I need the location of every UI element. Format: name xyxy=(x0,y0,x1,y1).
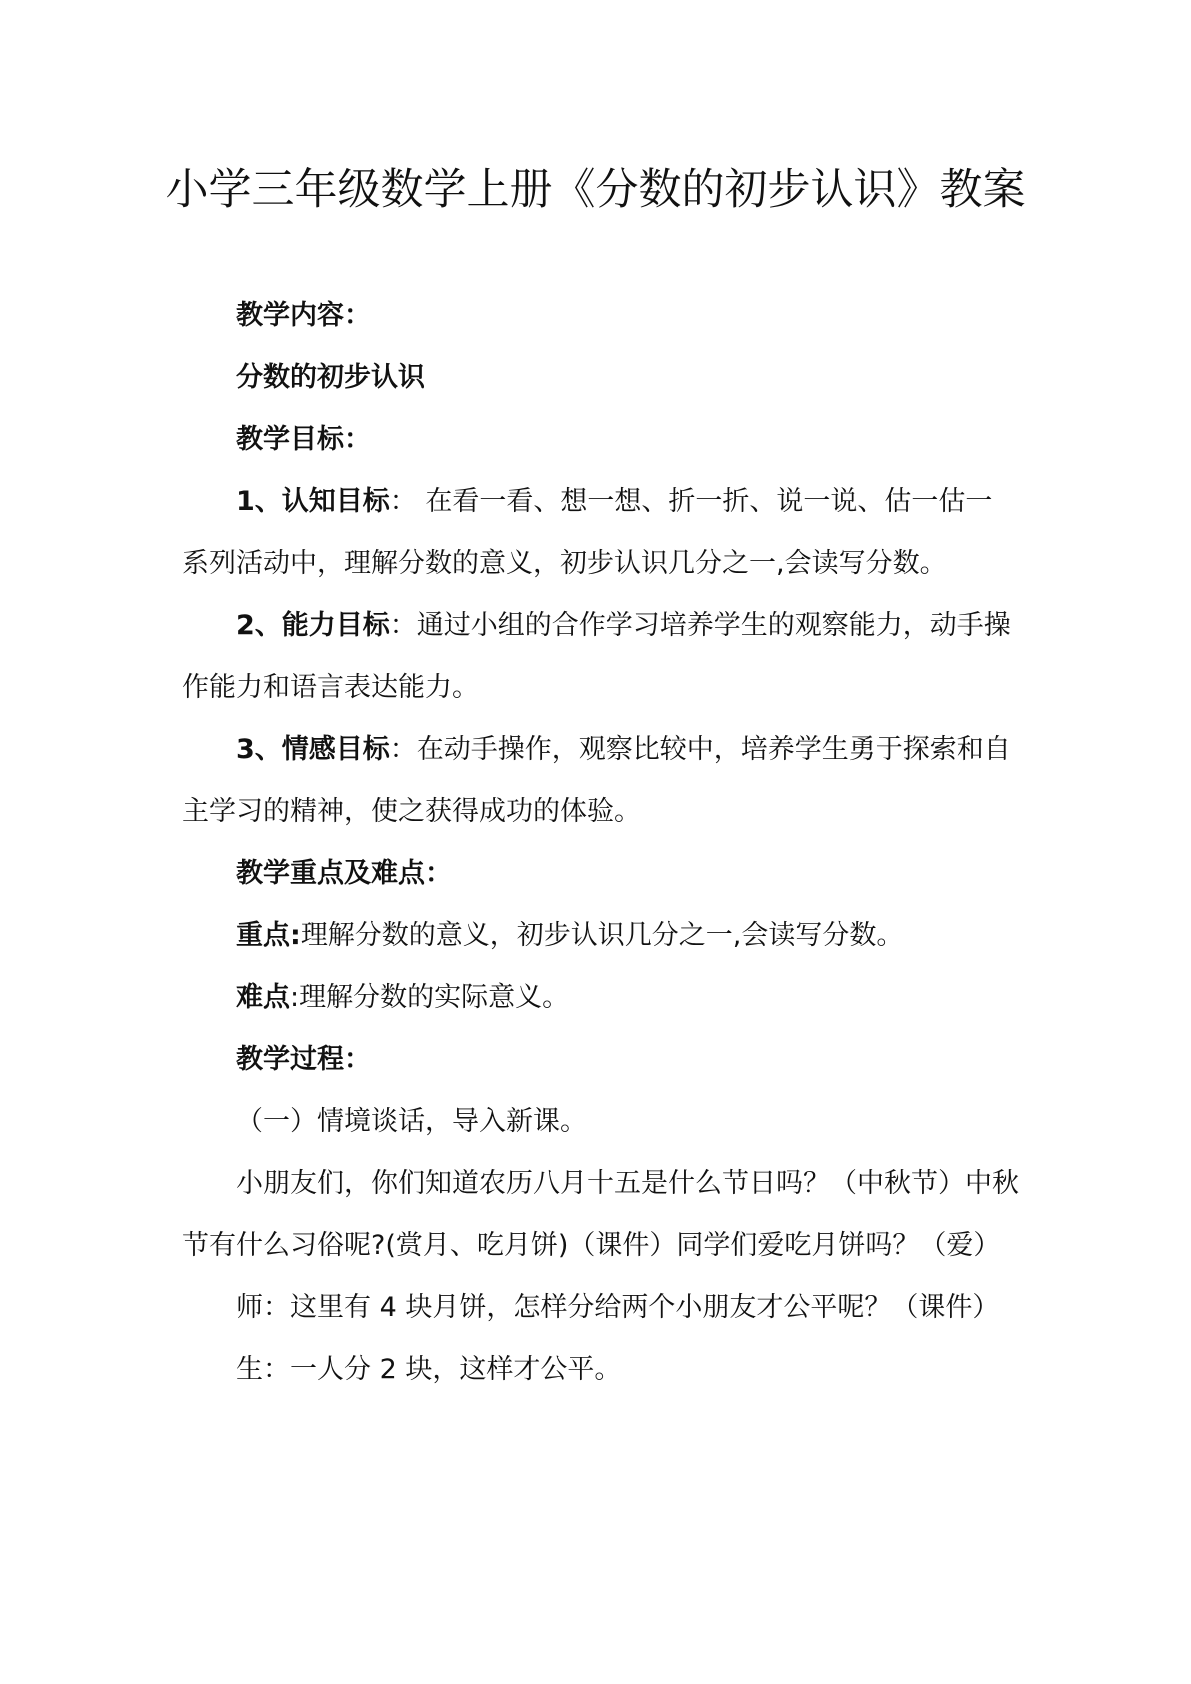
goal-cognitive xyxy=(182,471,1019,595)
goal-emotion-label: 3、情感目标 xyxy=(236,734,390,765)
goal-cognitive-label: 1、认知目标 xyxy=(236,486,390,517)
goal-cognitive-text: ： 在看一看、想一想、折一折、说一说、估一估一系列活动中，理解分数的意义，初步认识几分之一,会读写分数。 xyxy=(182,486,993,579)
key-point xyxy=(182,905,1019,967)
heading-teaching-goals: 教学目标： xyxy=(236,424,371,455)
key-point-text: 理解分数的意义，初步认识几分之一,会读写分数。 xyxy=(300,920,904,951)
difficult-point-text: :理解分数的实际意义。 xyxy=(290,982,570,1013)
heading-key-points: 教学重点及难点： xyxy=(236,858,452,889)
heading-teaching-content: 教学内容： xyxy=(236,300,371,331)
process-paragraph-1: 小朋友们，你们知道农历八月十五是什么节日吗？（中秋节）中秋节有什么习俗呢?(赏月、吃月饼)（课件）同学们爱吃月饼吗？（爱） xyxy=(182,1168,1019,1261)
teaching-content-text: 分数的初步认识 xyxy=(236,362,425,393)
goal-ability-label: 2、能力目标 xyxy=(236,610,390,641)
key-point-label: 重点: xyxy=(236,920,301,951)
difficult-point-label: 难点 xyxy=(236,982,290,1013)
goal-ability xyxy=(182,595,1019,719)
goal-emotion-text: ：在动手操作，观察比较中，培养学生勇于探索和自主学习的精神，使之获得成功的体验。 xyxy=(182,734,1011,827)
goal-ability-text: ：通过小组的合作学习培养学生的观察能力，动手操作能力和语言表达能力。 xyxy=(182,610,1011,703)
process-step-1: （一）情境谈话，导入新课。 xyxy=(236,1106,587,1137)
document-body xyxy=(182,285,1019,1401)
process-paragraph-3: 生：一人分 2 块，这样才公平。 xyxy=(236,1354,622,1385)
document-title: 小学三年级数学上册《分数的初步认识》教案 xyxy=(165,165,1026,215)
process-paragraph-2: 师：这里有 4 块月饼，怎样分给两个小朋友才公平呢？（课件） xyxy=(236,1292,1000,1323)
difficult-point xyxy=(182,967,1019,1029)
heading-teaching-process: 教学过程： xyxy=(236,1044,371,1075)
goal-emotion xyxy=(182,719,1019,843)
